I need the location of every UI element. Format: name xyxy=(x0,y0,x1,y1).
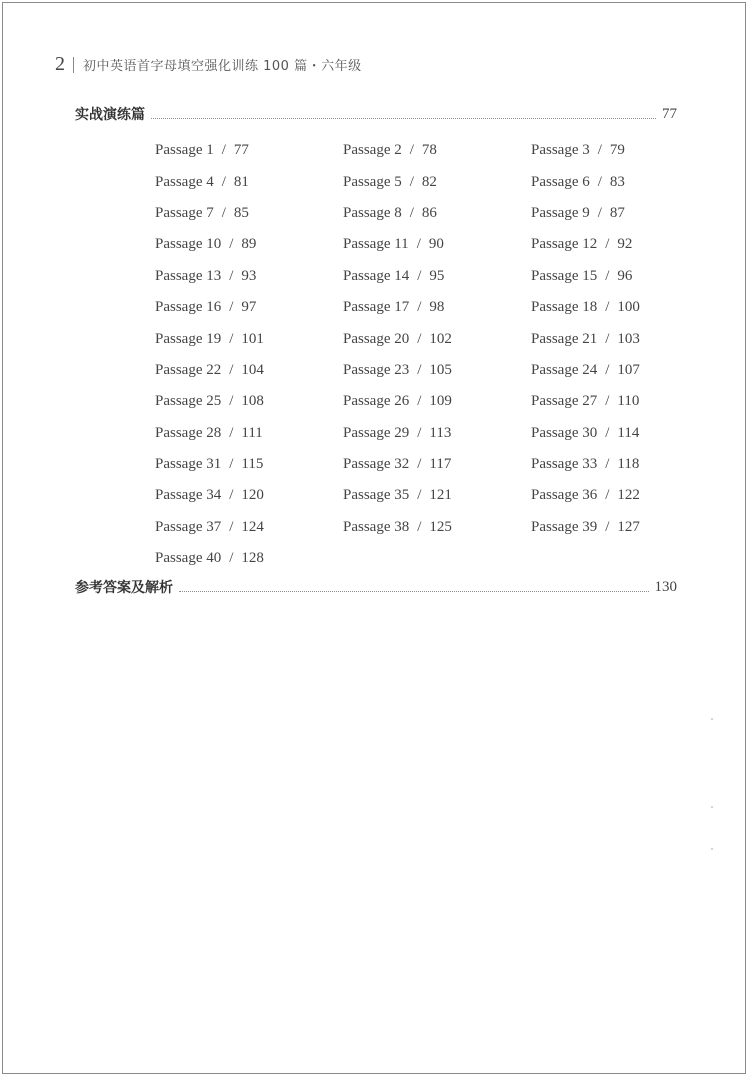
passage-page: 86 xyxy=(421,204,437,221)
passage-label: Passage 5 xyxy=(343,173,402,190)
passage-page: 98 xyxy=(429,299,445,316)
passage-label: Passage 8 xyxy=(343,204,402,221)
document-page xyxy=(2,2,746,1074)
passage-label: Passage 7 xyxy=(155,204,214,221)
passage-label: Passage 1 xyxy=(155,142,214,159)
passage-label: Passage 14 xyxy=(343,267,410,284)
separator: / xyxy=(597,173,602,190)
separator: / xyxy=(605,267,610,284)
separator: / xyxy=(605,518,610,535)
toc-entry-passage-5[interactable] xyxy=(343,166,531,197)
toc-entry-passage-10[interactable] xyxy=(155,229,343,260)
passage-label: Passage 35 xyxy=(343,487,410,504)
passage-label: Passage 24 xyxy=(531,361,598,378)
toc-entry-passage-39[interactable] xyxy=(531,512,691,543)
separator: / xyxy=(409,142,414,159)
separator: / xyxy=(229,236,234,253)
passage-page: 92 xyxy=(617,236,633,253)
separator: / xyxy=(597,142,602,159)
passage-page: 85 xyxy=(233,204,249,221)
passage-label: Passage 3 xyxy=(531,142,590,159)
toc-section-practice[interactable] xyxy=(75,104,677,124)
separator: / xyxy=(605,361,610,378)
separator: / xyxy=(417,299,422,316)
toc-entry-passage-29[interactable] xyxy=(343,418,531,449)
toc-entry-passage-3[interactable] xyxy=(531,135,691,166)
passage-label: Passage 18 xyxy=(531,299,598,316)
passage-page: 87 xyxy=(609,204,625,221)
passage-page: 103 xyxy=(617,330,640,347)
passage-page: 93 xyxy=(241,267,257,284)
passage-page: 117 xyxy=(429,456,452,473)
passage-label: Passage 4 xyxy=(155,173,214,190)
passage-page: 110 xyxy=(617,393,640,410)
toc-entry-passage-33[interactable] xyxy=(531,449,691,480)
toc-entry-passage-15[interactable] xyxy=(531,261,691,292)
toc-entry-passage-19[interactable] xyxy=(155,323,343,354)
toc-entry-passage-35[interactable] xyxy=(343,480,531,511)
passage-page: 95 xyxy=(429,267,445,284)
toc-entry-passage-4[interactable] xyxy=(155,166,343,197)
passage-label: Passage 21 xyxy=(531,330,598,347)
separator: / xyxy=(417,424,422,441)
separator: / xyxy=(229,456,234,473)
passage-page: 127 xyxy=(617,518,640,535)
toc-entry-passage-6[interactable] xyxy=(531,166,691,197)
separator: / xyxy=(229,550,234,567)
toc-entry-passage-17[interactable] xyxy=(343,292,531,323)
passage-label: Passage 12 xyxy=(531,236,598,253)
separator: / xyxy=(229,299,234,316)
toc-entry-passage-18[interactable] xyxy=(531,292,691,323)
toc-entry-passage-21[interactable] xyxy=(531,323,691,354)
toc-entry-passage-32[interactable] xyxy=(343,449,531,480)
toc-entry-passage-24[interactable] xyxy=(531,355,691,386)
section-title: 参考答案及解析 xyxy=(75,580,173,596)
toc-entry-passage-16[interactable] xyxy=(155,292,343,323)
toc-entry-passage-11[interactable] xyxy=(343,229,531,260)
passage-page: 111 xyxy=(241,424,263,441)
separator: / xyxy=(417,518,422,535)
passage-page: 115 xyxy=(241,456,264,473)
passage-page: 100 xyxy=(617,299,640,316)
separator: / xyxy=(605,330,610,347)
toc-entry-passage-23[interactable] xyxy=(343,355,531,386)
passage-page: 102 xyxy=(429,330,452,347)
passage-label: Passage 29 xyxy=(343,424,410,441)
separator: / xyxy=(221,204,226,221)
toc-entry-passage-8[interactable] xyxy=(343,198,531,229)
toc-entry-passage-38[interactable] xyxy=(343,512,531,543)
separator: / xyxy=(605,299,610,316)
passage-label: Passage 26 xyxy=(343,393,410,410)
separator: / xyxy=(229,267,234,284)
passage-label: Passage 28 xyxy=(155,424,222,441)
separator: / xyxy=(605,424,610,441)
passage-page: 122 xyxy=(617,487,640,504)
passage-label: Passage 20 xyxy=(343,330,410,347)
toc-entry-passage-1[interactable] xyxy=(155,135,343,166)
separator: / xyxy=(221,142,226,159)
toc-entry-passage-14[interactable] xyxy=(343,261,531,292)
toc-entry-passage-2[interactable] xyxy=(343,135,531,166)
passage-page: 124 xyxy=(241,518,264,535)
passage-page: 97 xyxy=(241,299,257,316)
toc-entry-passage-27[interactable] xyxy=(531,386,691,417)
section-title: 实战演练篇 xyxy=(75,107,145,123)
passage-page: 121 xyxy=(429,487,452,504)
toc-entry-passage-28[interactable] xyxy=(155,418,343,449)
toc-entry-passage-34[interactable] xyxy=(155,480,343,511)
dot-leader xyxy=(179,591,649,592)
passage-label: Passage 17 xyxy=(343,299,410,316)
separator: / xyxy=(417,393,422,410)
passage-label: Passage 10 xyxy=(155,236,222,253)
toc-entry-passage-12[interactable] xyxy=(531,229,691,260)
separator: / xyxy=(409,204,414,221)
passage-list xyxy=(155,135,691,574)
passage-label: Passage 37 xyxy=(155,518,222,535)
passage-label: Passage 36 xyxy=(531,487,598,504)
passage-page: 114 xyxy=(617,424,640,441)
passage-page: 79 xyxy=(609,142,625,159)
passage-page: 81 xyxy=(233,173,249,190)
separator: / xyxy=(605,393,610,410)
passage-page: 104 xyxy=(241,361,264,378)
passage-label: Passage 23 xyxy=(343,361,410,378)
passage-label: Passage 19 xyxy=(155,330,222,347)
passage-label: Passage 15 xyxy=(531,267,598,284)
separator: / xyxy=(229,518,234,535)
passage-page: 90 xyxy=(428,236,444,253)
toc-entry-passage-22[interactable] xyxy=(155,355,343,386)
header-divider xyxy=(73,57,74,73)
separator: / xyxy=(417,487,422,504)
separator: / xyxy=(605,456,610,473)
toc-entry-passage-9[interactable] xyxy=(531,198,691,229)
separator: / xyxy=(605,236,610,253)
toc-section-answers[interactable] xyxy=(75,577,677,597)
passage-label: Passage 11 xyxy=(343,236,409,253)
separator: / xyxy=(417,267,422,284)
separator: / xyxy=(417,330,422,347)
passage-page: 101 xyxy=(241,330,264,347)
passage-page: 108 xyxy=(241,393,264,410)
running-header xyxy=(55,53,362,76)
toc-entry-passage-13[interactable] xyxy=(155,261,343,292)
passage-page: 125 xyxy=(429,518,452,535)
passage-label: Passage 25 xyxy=(155,393,222,410)
passage-label: Passage 22 xyxy=(155,361,222,378)
passage-label: Passage 38 xyxy=(343,518,410,535)
passage-page: 120 xyxy=(241,487,264,504)
passage-label: Passage 31 xyxy=(155,456,222,473)
dot-leader xyxy=(151,118,656,119)
passage-label: Passage 2 xyxy=(343,142,402,159)
separator: / xyxy=(229,424,234,441)
passage-label: Passage 16 xyxy=(155,299,222,316)
passage-page: 96 xyxy=(617,267,633,284)
passage-label: Passage 39 xyxy=(531,518,598,535)
passage-label: Passage 27 xyxy=(531,393,598,410)
passage-label: Passage 34 xyxy=(155,487,222,504)
separator: / xyxy=(417,456,422,473)
toc-entry-passage-36[interactable] xyxy=(531,480,691,511)
passage-page: 82 xyxy=(421,173,437,190)
passage-page: 83 xyxy=(609,173,625,190)
page-number: 2 xyxy=(55,53,65,75)
separator: / xyxy=(229,487,234,504)
passage-label: Passage 33 xyxy=(531,456,598,473)
separator: / xyxy=(229,361,234,378)
passage-label: Passage 40 xyxy=(155,550,222,567)
passage-page: 113 xyxy=(429,424,452,441)
book-title: 初中英语首字母填空强化训练 100 篇・六年级 xyxy=(83,59,362,74)
separator: / xyxy=(605,487,610,504)
separator: / xyxy=(597,204,602,221)
passage-page: 105 xyxy=(429,361,452,378)
passage-label: Passage 32 xyxy=(343,456,410,473)
toc-entry-passage-25[interactable] xyxy=(155,386,343,417)
separator: / xyxy=(221,173,226,190)
toc-entry-passage-37[interactable] xyxy=(155,512,343,543)
passage-label: Passage 9 xyxy=(531,204,590,221)
passage-page: 109 xyxy=(429,393,452,410)
section-page: 130 xyxy=(654,578,677,595)
toc-entry-passage-20[interactable] xyxy=(343,323,531,354)
passage-label: Passage 6 xyxy=(531,173,590,190)
separator: / xyxy=(409,173,414,190)
passage-page: 89 xyxy=(241,236,257,253)
separator: / xyxy=(229,330,234,347)
separator: / xyxy=(417,361,422,378)
passage-page: 78 xyxy=(421,142,437,159)
passage-label: Passage 13 xyxy=(155,267,222,284)
toc-entry-passage-26[interactable] xyxy=(343,386,531,417)
toc-entry-passage-40[interactable] xyxy=(155,543,343,574)
toc-entry-passage-30[interactable] xyxy=(531,418,691,449)
scan-specks xyxy=(709,718,715,858)
passage-page: 118 xyxy=(617,456,640,473)
separator: / xyxy=(229,393,234,410)
passage-page: 128 xyxy=(241,550,264,567)
toc-entry-passage-31[interactable] xyxy=(155,449,343,480)
passage-page: 107 xyxy=(617,361,640,378)
separator: / xyxy=(416,236,421,253)
toc-entry-passage-7[interactable] xyxy=(155,198,343,229)
section-page: 77 xyxy=(662,105,677,122)
passage-page: 77 xyxy=(233,142,249,159)
passage-label: Passage 30 xyxy=(531,424,598,441)
